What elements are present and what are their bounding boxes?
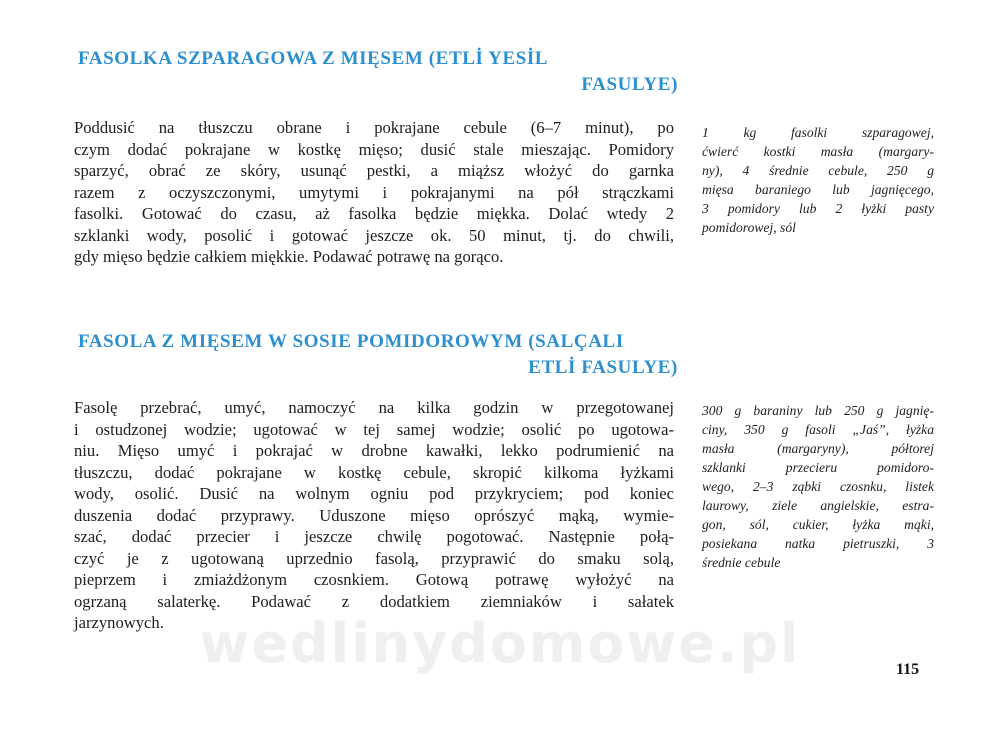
watermark: wedlinydomowe.pl: [199, 612, 801, 675]
page-number: 115: [896, 661, 920, 678]
text-line: czym dodać pokrajane w kostkę mięso; dusić stale mieszając. Pomidory: [74, 139, 674, 159]
text-line: ogrzaną salaterkę. Podawać z dodatkiem ziemniaków i sałatek: [74, 591, 674, 611]
ingredient-line: 300 g baraniny lub 250 g jagnię-: [702, 403, 934, 418]
recipe2-title-line1: FASOLA Z MIĘSEM W SOSIE POMIDOROWYM (SALÇALI: [78, 331, 624, 352]
text-line: wody, osolić. Dusić na wolnym ogniu pod przykryciem; pod koniec: [74, 484, 674, 503]
ingredient-line: masła (margaryny), półtorej: [702, 441, 934, 456]
recipe1-title-line1: FASOLKA SZPARAGOWA Z MIĘSEM (ETLİ YESİL: [78, 48, 549, 69]
ingredient-line: ćwierć kostki masła (margary-: [702, 144, 934, 159]
ingredient-line: pomidorowej, sól: [702, 220, 796, 235]
text-line: Poddusić na tłuszczu obrane i pokrajane cebule (6–7 minut), po: [74, 118, 674, 137]
ingredient-line: ny), 4 średnie cebule, 250 g: [702, 163, 934, 178]
recipe1-title: [78, 46, 678, 98]
ingredient-line: laurowy, ziele angielskie, estra-: [702, 498, 934, 513]
ingredient-line: 3 pomidory lub 2 łyżki pasty: [702, 201, 934, 216]
text-line: tłuszczu, dodać pokrajane w kostkę cebule, skropić kilkoma łyżkami: [74, 462, 674, 482]
ingredient-line: posiekana natka pietruszki, 3: [702, 536, 934, 551]
ingredient-line: szklanki przecieru pomidoro-: [702, 460, 934, 475]
recipe1-ingredients: [702, 123, 934, 237]
text-line: i ostudzonej wodzie; ugotować w tej samej wodzie; osolić po ugotowa-: [74, 419, 674, 439]
recipe2-title-line2: ETLİ FASULYE): [528, 357, 678, 378]
ingredient-line: ciny, 350 g fasoli „Jaś”, łyżka: [702, 422, 934, 437]
recipe1-instructions: [74, 117, 674, 268]
ingredient-line: 1 kg fasolki szparagowej,: [702, 125, 934, 140]
text-line: szać, dodać przecier i jeszcze chwilę pogotować. Następnie połą-: [74, 527, 674, 546]
recipe2-title: [78, 329, 678, 381]
text-line: sparzyć, obrać ze skóry, usunąć pestki, a miąższ włożyć do garnka: [74, 161, 674, 180]
text-line: duszenia dodać przyprawy. Uduszone mięso oprószyć mąką, wymie-: [74, 505, 674, 525]
text-line: razem z oczyszczonymi, umytymi i pokrajanymi na pół strączkami: [74, 182, 674, 202]
text-line: pieprzem i zmiażdżonym czosnkiem. Gotową potrawę wyłożyć na: [74, 570, 674, 589]
text-line: czyć je z ugotowaną uprzednio fasolą, przyprawić do smaku solą,: [74, 548, 674, 568]
recipe2-ingredients: [702, 401, 934, 572]
text-line: niu. Mięso umyć i pokrajać w drobne kawałki, lekko podrumienić na: [74, 441, 674, 460]
text-line: fasolki. Gotować do czasu, aż fasolka będzie miękka. Dolać wtedy 2: [74, 204, 674, 223]
recipe2-instructions: [74, 397, 674, 634]
recipe1-title-line2: FASULYE): [581, 74, 678, 95]
ingredient-line: średnie cebule: [702, 555, 781, 570]
text-line: szklanki wody, posolić i gotować jeszcze ok. 50 minut, tj. do chwili,: [74, 225, 674, 245]
text-line: Fasolę przebrać, umyć, namoczyć na kilka godzin w przegotowanej: [74, 398, 674, 417]
text-line: jarzynowych.: [74, 613, 164, 632]
ingredient-line: gon, sól, cukier, łyżka mąki,: [702, 517, 934, 532]
ingredient-line: wego, 2–3 ząbki czosnku, listek: [702, 479, 934, 494]
text-line: gdy mięso będzie całkiem miękkie. Podawać potrawę na gorąco.: [74, 247, 504, 266]
ingredient-line: mięsa baraniego lub jagnięcego,: [702, 182, 934, 197]
